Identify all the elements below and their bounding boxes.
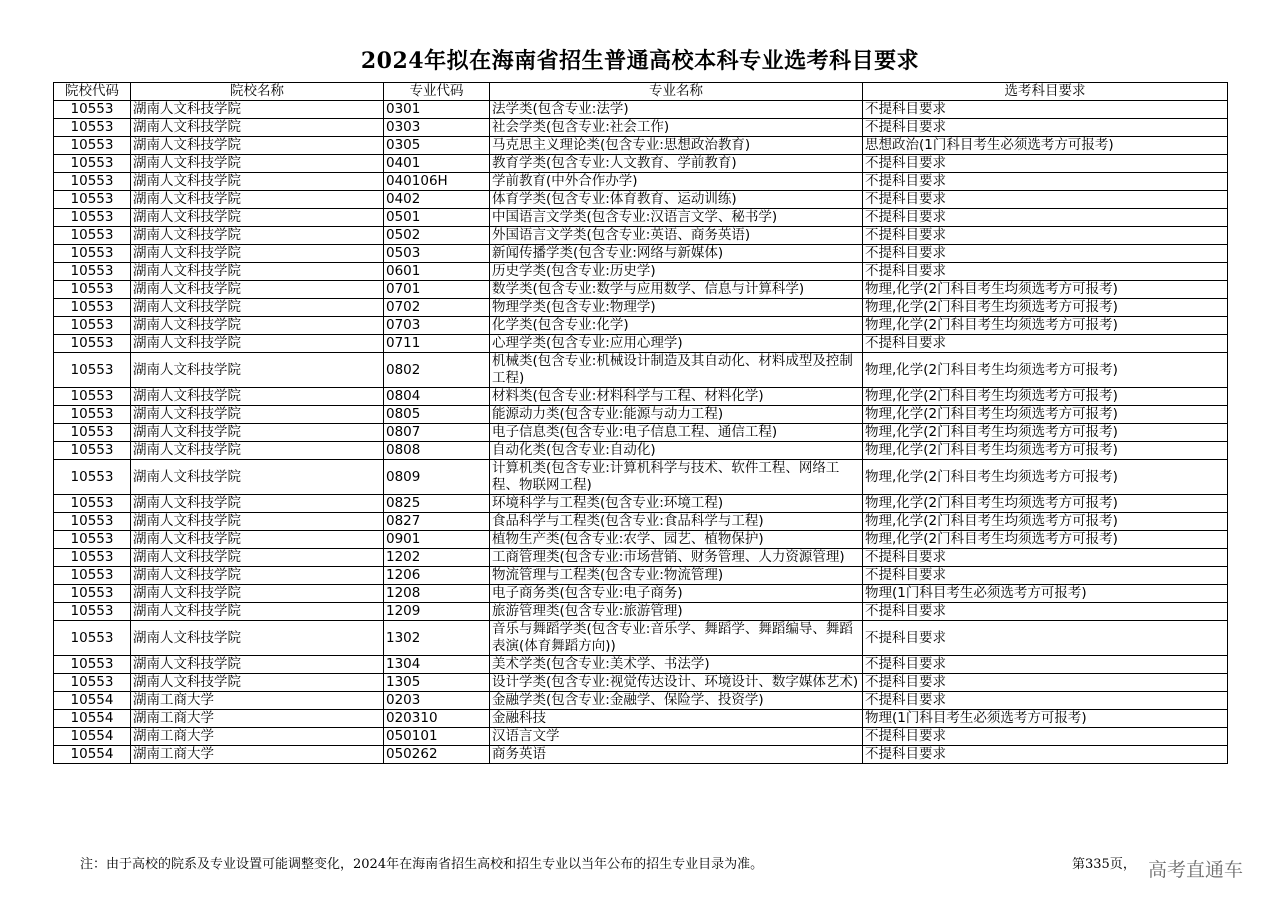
table-row [54,101,1228,119]
school-code-cell: 10554 [54,710,131,728]
watermark-logo: 高考直通车 [1148,859,1244,881]
table-row [54,191,1228,209]
header-major-name: 专业名称 [490,83,863,101]
school-name-cell: 湖南人文科技学院 [131,388,384,406]
table-row [54,227,1228,245]
school-code-cell: 10554 [54,692,131,710]
subject-requirement-cell: 不提科目要求 [863,119,1228,137]
major-code-cell: 1305 [384,674,490,692]
school-code-cell: 10553 [54,549,131,567]
school-name-cell: 湖南人文科技学院 [131,317,384,335]
school-code-cell: 10553 [54,495,131,513]
table-row [54,173,1228,191]
school-code-cell: 10553 [54,281,131,299]
table-row [54,692,1228,710]
major-name-cell: 社会学类(包含专业:社会工作) [490,119,863,137]
school-name-cell: 湖南工商大学 [131,728,384,746]
major-name-cell: 环境科学与工程类(包含专业:环境工程) [490,495,863,513]
major-code-cell: 0701 [384,281,490,299]
table-row [54,495,1228,513]
major-name-cell: 能源动力类(包含专业:能源与动力工程) [490,406,863,424]
school-name-cell: 湖南人文科技学院 [131,299,384,317]
subject-requirement-cell: 物理,化学(2门科目考生均须选考方可报考) [863,442,1228,460]
major-code-cell: 0501 [384,209,490,227]
subject-requirement-cell: 物理,化学(2门科目考生均须选考方可报考) [863,317,1228,335]
school-code-cell: 10553 [54,101,131,119]
school-name-cell: 湖南人文科技学院 [131,245,384,263]
school-name-cell: 湖南人文科技学院 [131,155,384,173]
major-code-cell: 0601 [384,263,490,281]
school-code-cell: 10553 [54,603,131,621]
table-row [54,710,1228,728]
major-name-cell: 商务英语 [490,746,863,764]
major-name-cell: 旅游管理类(包含专业:旅游管理) [490,603,863,621]
major-code-cell: 0802 [384,353,490,388]
table-row [54,406,1228,424]
school-name-cell: 湖南人文科技学院 [131,442,384,460]
school-code-cell: 10553 [54,299,131,317]
subject-requirement-cell: 不提科目要求 [863,191,1228,209]
school-name-cell: 湖南人文科技学院 [131,531,384,549]
table-row [54,335,1228,353]
school-name-cell: 湖南人文科技学院 [131,495,384,513]
table-row [54,299,1228,317]
major-name-cell: 中国语言文学类(包含专业:汉语言文学、秘书学) [490,209,863,227]
school-name-cell: 湖南人文科技学院 [131,101,384,119]
major-name-cell: 音乐与舞蹈学类(包含专业:音乐学、舞蹈学、舞蹈编导、舞蹈表演(体育舞蹈方向)) [490,621,863,656]
major-code-cell: 1206 [384,567,490,585]
subject-requirement-cell: 不提科目要求 [863,728,1228,746]
school-code-cell: 10554 [54,728,131,746]
school-code-cell: 10553 [54,263,131,281]
page-title: 2024年拟在海南省招生普通高校本科专业选考科目要求 [360,48,920,74]
major-code-cell: 0711 [384,335,490,353]
major-name-cell: 教育学类(包含专业:人文教育、学前教育) [490,155,863,173]
major-code-cell: 0901 [384,531,490,549]
table-row [54,119,1228,137]
school-name-cell: 湖南人文科技学院 [131,281,384,299]
school-name-cell: 湖南人文科技学院 [131,424,384,442]
table-row [54,513,1228,531]
major-name-cell: 食品科学与工程类(包含专业:食品科学与工程) [490,513,863,531]
school-name-cell: 湖南工商大学 [131,710,384,728]
subject-requirement-cell: 物理,化学(2门科目考生均须选考方可报考) [863,460,1228,495]
table-row [54,281,1228,299]
school-code-cell: 10553 [54,191,131,209]
school-name-cell: 湖南人文科技学院 [131,353,384,388]
major-name-cell: 金融学类(包含专业:金融学、保险学、投资学) [490,692,863,710]
school-name-cell: 湖南工商大学 [131,692,384,710]
subject-requirement-cell: 物理,化学(2门科目考生均须选考方可报考) [863,281,1228,299]
header-school-code: 院校代码 [54,83,131,101]
school-code-cell: 10554 [54,746,131,764]
major-code-cell: 1302 [384,621,490,656]
table-row [54,263,1228,281]
major-code-cell: 0203 [384,692,490,710]
subject-requirement-cell: 物理,化学(2门科目考生均须选考方可报考) [863,353,1228,388]
header-subject-requirement: 选考科目要求 [863,83,1228,101]
table-row [54,460,1228,495]
major-code-cell: 0303 [384,119,490,137]
table-header-row [54,83,1228,101]
subject-requirement-cell: 物理,化学(2门科目考生均须选考方可报考) [863,495,1228,513]
table-row [54,317,1228,335]
school-name-cell: 湖南人文科技学院 [131,119,384,137]
school-name-cell: 湖南人文科技学院 [131,674,384,692]
table-row [54,746,1228,764]
major-code-cell: 0825 [384,495,490,513]
subject-requirement-cell: 不提科目要求 [863,674,1228,692]
school-name-cell: 湖南人文科技学院 [131,460,384,495]
subject-requirement-cell: 不提科目要求 [863,101,1228,119]
major-code-cell: 0702 [384,299,490,317]
school-code-cell: 10553 [54,119,131,137]
school-name-cell: 湖南人文科技学院 [131,191,384,209]
school-name-cell: 湖南人文科技学院 [131,406,384,424]
major-code-cell: 020310 [384,710,490,728]
major-code-cell: 0301 [384,101,490,119]
subject-requirement-cell: 思想政治(1门科目考生必须选考方可报考) [863,137,1228,155]
school-name-cell: 湖南工商大学 [131,746,384,764]
school-name-cell: 湖南人文科技学院 [131,585,384,603]
subject-requirement-cell: 物理(1门科目考生必须选考方可报考) [863,585,1228,603]
major-name-cell: 外国语言文学类(包含专业:英语、商务英语) [490,227,863,245]
page-number: 第335页， [1072,857,1136,872]
subject-requirement-cell: 物理,化学(2门科目考生均须选考方可报考) [863,513,1228,531]
school-code-cell: 10553 [54,674,131,692]
major-code-cell: 0305 [384,137,490,155]
major-name-cell: 美术学类(包含专业:美术学、书法学) [490,656,863,674]
major-code-cell: 0809 [384,460,490,495]
major-code-cell: 0807 [384,424,490,442]
table-row [54,353,1228,388]
school-name-cell: 湖南人文科技学院 [131,656,384,674]
subject-requirement-cell: 物理,化学(2门科目考生均须选考方可报考) [863,424,1228,442]
school-code-cell: 10553 [54,335,131,353]
school-name-cell: 湖南人文科技学院 [131,173,384,191]
subject-requirement-cell: 物理(1门科目考生必须选考方可报考) [863,710,1228,728]
subject-requirement-cell: 不提科目要求 [863,692,1228,710]
major-name-cell: 历史学类(包含专业:历史学) [490,263,863,281]
major-name-cell: 心理学类(包含专业:应用心理学) [490,335,863,353]
subject-requirement-cell: 不提科目要求 [863,209,1228,227]
school-code-cell: 10553 [54,173,131,191]
table-row [54,585,1228,603]
requirements-table [53,82,1228,764]
subject-requirement-cell: 不提科目要求 [863,567,1228,585]
major-code-cell: 0401 [384,155,490,173]
school-code-cell: 10553 [54,531,131,549]
school-code-cell: 10553 [54,585,131,603]
school-code-cell: 10553 [54,155,131,173]
table-row [54,137,1228,155]
school-name-cell: 湖南人文科技学院 [131,335,384,353]
table-row [54,549,1228,567]
table-row [54,388,1228,406]
major-name-cell: 汉语言文学 [490,728,863,746]
school-code-cell: 10553 [54,567,131,585]
school-code-cell: 10553 [54,621,131,656]
table-row [54,155,1228,173]
table-row [54,728,1228,746]
school-code-cell: 10553 [54,460,131,495]
school-code-cell: 10553 [54,227,131,245]
major-code-cell: 1304 [384,656,490,674]
table-row [54,424,1228,442]
school-code-cell: 10553 [54,513,131,531]
major-name-cell: 植物生产类(包含专业:农学、园艺、植物保护) [490,531,863,549]
major-code-cell: 0804 [384,388,490,406]
table-row [54,567,1228,585]
major-name-cell: 体育学类(包含专业:体育教育、运动训练) [490,191,863,209]
school-name-cell: 湖南人文科技学院 [131,209,384,227]
major-name-cell: 机械类(包含专业:机械设计制造及其自动化、材料成型及控制工程) [490,353,863,388]
major-code-cell: 0502 [384,227,490,245]
table-body [54,101,1228,764]
major-name-cell: 新闻传播学类(包含专业:网络与新媒体) [490,245,863,263]
school-name-cell: 湖南人文科技学院 [131,513,384,531]
major-name-cell: 物理学类(包含专业:物理学) [490,299,863,317]
table-row [54,209,1228,227]
school-name-cell: 湖南人文科技学院 [131,227,384,245]
major-code-cell: 050101 [384,728,490,746]
school-code-cell: 10553 [54,442,131,460]
table-row [54,674,1228,692]
major-code-cell: 040106H [384,173,490,191]
school-code-cell: 10553 [54,656,131,674]
school-name-cell: 湖南人文科技学院 [131,621,384,656]
major-code-cell: 1208 [384,585,490,603]
major-name-cell: 化学类(包含专业:化学) [490,317,863,335]
major-code-cell: 1209 [384,603,490,621]
school-name-cell: 湖南人文科技学院 [131,603,384,621]
major-name-cell: 金融科技 [490,710,863,728]
subject-requirement-cell: 不提科目要求 [863,155,1228,173]
major-name-cell: 数学类(包含专业:数学与应用数学、信息与计算科学) [490,281,863,299]
school-code-cell: 10553 [54,317,131,335]
major-name-cell: 材料类(包含专业:材料科学与工程、材料化学) [490,388,863,406]
table-row [54,621,1228,656]
subject-requirement-cell: 不提科目要求 [863,603,1228,621]
table-row [54,442,1228,460]
major-name-cell: 马克思主义理论类(包含专业:思想政治教育) [490,137,863,155]
major-name-cell: 计算机类(包含专业:计算机科学与技术、软件工程、网络工程、物联网工程) [490,460,863,495]
major-code-cell: 0402 [384,191,490,209]
school-name-cell: 湖南人文科技学院 [131,263,384,281]
header-major-code: 专业代码 [384,83,490,101]
subject-requirement-cell: 物理,化学(2门科目考生均须选考方可报考) [863,388,1228,406]
subject-requirement-cell: 不提科目要求 [863,173,1228,191]
school-name-cell: 湖南人文科技学院 [131,549,384,567]
subject-requirement-cell: 物理,化学(2门科目考生均须选考方可报考) [863,531,1228,549]
table-row [54,656,1228,674]
subject-requirement-cell: 不提科目要求 [863,549,1228,567]
major-code-cell: 0703 [384,317,490,335]
subject-requirement-cell: 不提科目要求 [863,656,1228,674]
subject-requirement-cell: 物理,化学(2门科目考生均须选考方可报考) [863,406,1228,424]
school-code-cell: 10553 [54,209,131,227]
major-code-cell: 050262 [384,746,490,764]
major-name-cell: 自动化类(包含专业:自动化) [490,442,863,460]
school-code-cell: 10553 [54,388,131,406]
table-row [54,603,1228,621]
major-code-cell: 0808 [384,442,490,460]
footnote: 注：由于高校的院系及专业设置可能调整变化，2024年在海南省招生高校和招生专业以当年公布的招生专业目录为准。 [80,857,764,872]
major-name-cell: 电子信息类(包含专业:电子信息工程、通信工程) [490,424,863,442]
school-code-cell: 10553 [54,406,131,424]
major-name-cell: 工商管理类(包含专业:市场营销、财务管理、人力资源管理) [490,549,863,567]
school-name-cell: 湖南人文科技学院 [131,137,384,155]
subject-requirement-cell: 不提科目要求 [863,621,1228,656]
major-name-cell: 法学类(包含专业:法学) [490,101,863,119]
major-name-cell: 设计学类(包含专业:视觉传达设计、环境设计、数字媒体艺术) [490,674,863,692]
school-code-cell: 10553 [54,245,131,263]
table-row [54,531,1228,549]
school-code-cell: 10553 [54,424,131,442]
major-code-cell: 1202 [384,549,490,567]
subject-requirement-cell: 不提科目要求 [863,245,1228,263]
subject-requirement-cell: 物理,化学(2门科目考生均须选考方可报考) [863,299,1228,317]
school-name-cell: 湖南人文科技学院 [131,567,384,585]
school-code-cell: 10553 [54,137,131,155]
major-name-cell: 物流管理与工程类(包含专业:物流管理) [490,567,863,585]
major-code-cell: 0503 [384,245,490,263]
major-code-cell: 0805 [384,406,490,424]
subject-requirement-cell: 不提科目要求 [863,227,1228,245]
major-name-cell: 电子商务类(包含专业:电子商务) [490,585,863,603]
header-school-name: 院校名称 [131,83,384,101]
subject-requirement-cell: 不提科目要求 [863,746,1228,764]
school-code-cell: 10553 [54,353,131,388]
subject-requirement-cell: 不提科目要求 [863,335,1228,353]
major-code-cell: 0827 [384,513,490,531]
subject-requirement-cell: 不提科目要求 [863,263,1228,281]
table-row [54,245,1228,263]
major-name-cell: 学前教育(中外合作办学) [490,173,863,191]
